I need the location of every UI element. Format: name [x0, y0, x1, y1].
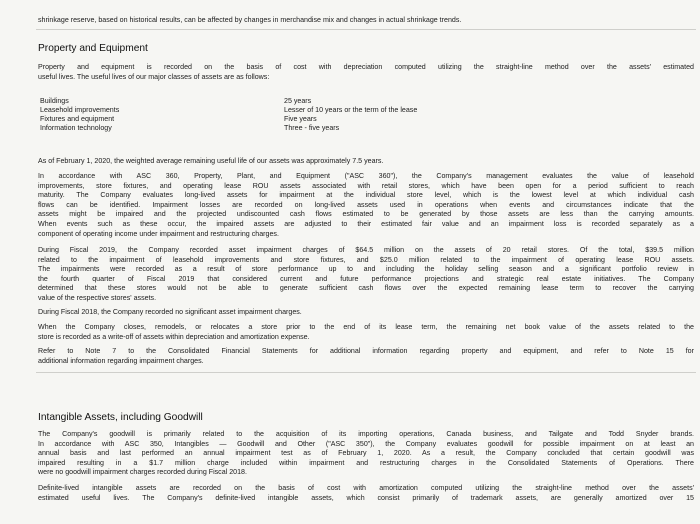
useful-lives-table — [40, 97, 500, 133]
paragraph-line: In accordance with ASC 360, Property, Plant, and Equipment ("ASC 360"), the Company's management evaluates the value of leasehold — [38, 172, 694, 180]
fiscal-2018-text: During Fiscal 2018, the Company recorded no significant asset impairment charges. — [38, 308, 302, 316]
top-fragment-text: shrinkage reserve, based on historical results, can be affected by changes in merchandise mix and changes in actual shrinkage trends. — [38, 16, 462, 24]
section-divider — [36, 372, 696, 373]
paragraph-line: improvements, store fixtures, and operating lease ROU assets associated with retail stores, which have been open for a period sufficient to reach — [38, 181, 694, 190]
paragraph-line: assets might be impaired and the projected undiscounted cash flows estimated to be generated by those assets are less than the carrying amounts. — [38, 210, 694, 219]
paragraph-line: Refer to Note 7 to the Consolidated Financial Statements for additional information regarding property and equipment, and refer to Note 15 for — [38, 347, 694, 355]
paragraph-line: component of operating income under impairment and restructuring charges. — [38, 229, 279, 238]
refer-notes-paragraph — [38, 347, 694, 366]
definite-lived-paragraph — [38, 484, 694, 503]
paragraph-line: The impairments were recorded as a result of store performance up to and including the holiday selling season and a significant portfolio review in — [38, 265, 694, 274]
intangibles-heading: Intangible Assets, including Goodwill — [38, 412, 203, 423]
useful-lives-row — [40, 106, 500, 115]
section-divider-top — [36, 29, 696, 30]
asset-useful-life: Lesser of 10 years or the term of the lease — [284, 106, 418, 114]
paragraph-line: The Company's goodwill is primarily related to the acquisition of its importing operations, Canada business, and Tailgate and Todd Snyder brands. — [38, 430, 694, 438]
goodwill-paragraph — [38, 430, 694, 478]
paragraph-line: When events such as these occur, the impaired assets are adjusted to their estimated fair value and an impairment loss is recorded separately as a — [38, 219, 694, 228]
asset-useful-life: Five years — [284, 115, 317, 123]
ppe-intro-line: Property and equipment is recorded on the basis of cost with depreciation computed utilizing the straight-line method over the assets' estimated — [38, 63, 694, 71]
paragraph-line: additional information regarding impairment charges. — [38, 356, 204, 365]
asset-class-name: Leasehold improvements — [40, 106, 120, 114]
paragraph-line: annual basis and last performed an annual impairment test as of February 1, 2020. As a result, the Company concluded that certain goodwill was — [38, 449, 694, 458]
fiscal-2019-paragraph — [38, 246, 694, 304]
paragraph-line: were no goodwill impairment charges recorded during Fiscal 2018. — [38, 468, 247, 477]
useful-lives-row — [40, 124, 500, 133]
paragraph-line: estimated useful lives. The Company's definite-lived intangible assets, which consist primarily of trademark assets, are generally amortized over 15 — [38, 493, 694, 502]
paragraph-line: store is recorded as a write-off of assets within depreciation and amortization expense. — [38, 332, 310, 341]
paragraph-line: value of the respective stores' assets. — [38, 293, 157, 302]
paragraph-line: maturity. The Company evaluates long-lived assets for impairment at the individual store level, which is the lowest level at which individual cash — [38, 191, 694, 200]
useful-lives-row — [40, 115, 500, 124]
asset-useful-life: 25 years — [284, 97, 312, 105]
paragraph-line: When the Company closes, remodels, or relocates a store prior to the end of its lease term, the remaining net book value of the assets related to the — [38, 323, 694, 331]
ppe-intro-line: useful lives. The useful lives of our major classes of assets are as follows: — [38, 72, 270, 81]
useful-lives-row — [40, 97, 500, 106]
paragraph-line: In accordance with ASC 350, Intangibles — Goodwill and Other ("ASC 350"), the Company evaluates goodwill for possible impairment on at least an — [38, 439, 694, 448]
paragraph-line: During Fiscal 2019, the Company recorded asset impairment charges of $64.5 million on the assets of 20 retail stores. Of the total, $39.5 million — [38, 246, 694, 254]
asset-class-name: Information technology — [40, 124, 112, 132]
store-closing-paragraph — [38, 323, 694, 342]
weighted-life-text: As of February 1, 2020, the weighted average remaining useful life of our assets was approximately 7.5 years. — [38, 157, 384, 165]
ppe-intro-paragraph — [38, 63, 694, 82]
asset-class-name: Buildings — [40, 97, 69, 105]
asset-useful-life: Three - five years — [284, 124, 340, 132]
paragraph-line: the fourth quarter of Fiscal 2019 that considered current and future performance projections and strategic real estate initiatives. The Company — [38, 274, 694, 283]
paragraph-line: Definite-lived intangible assets are recorded on the basis of cost with amortization computed utilizing the straight-line method over the assets' — [38, 484, 694, 492]
paragraph-line: determined that these stores would not be able to generate sufficient cash flows over the expected remaining lease term to recover the carrying — [38, 284, 694, 293]
paragraph-line: impaired resulting in a $1.7 million charge included within impairment and restructuring charges in the Consolidated Statements of Operations. There — [38, 458, 694, 467]
paragraph-line: flows can be identified. Impairment losses are recorded on long-lived assets used in operations when events and circumstances indicate that the — [38, 200, 694, 209]
asset-class-name: Fixtures and equipment — [40, 115, 115, 123]
paragraph-line: related to the impairment of leasehold improvements and store fixtures, and $25.0 million related to the impairment of operating lease ROU assets. — [38, 255, 694, 264]
impairment-policy-paragraph — [38, 172, 694, 239]
ppe-heading: Property and Equipment — [38, 43, 148, 54]
